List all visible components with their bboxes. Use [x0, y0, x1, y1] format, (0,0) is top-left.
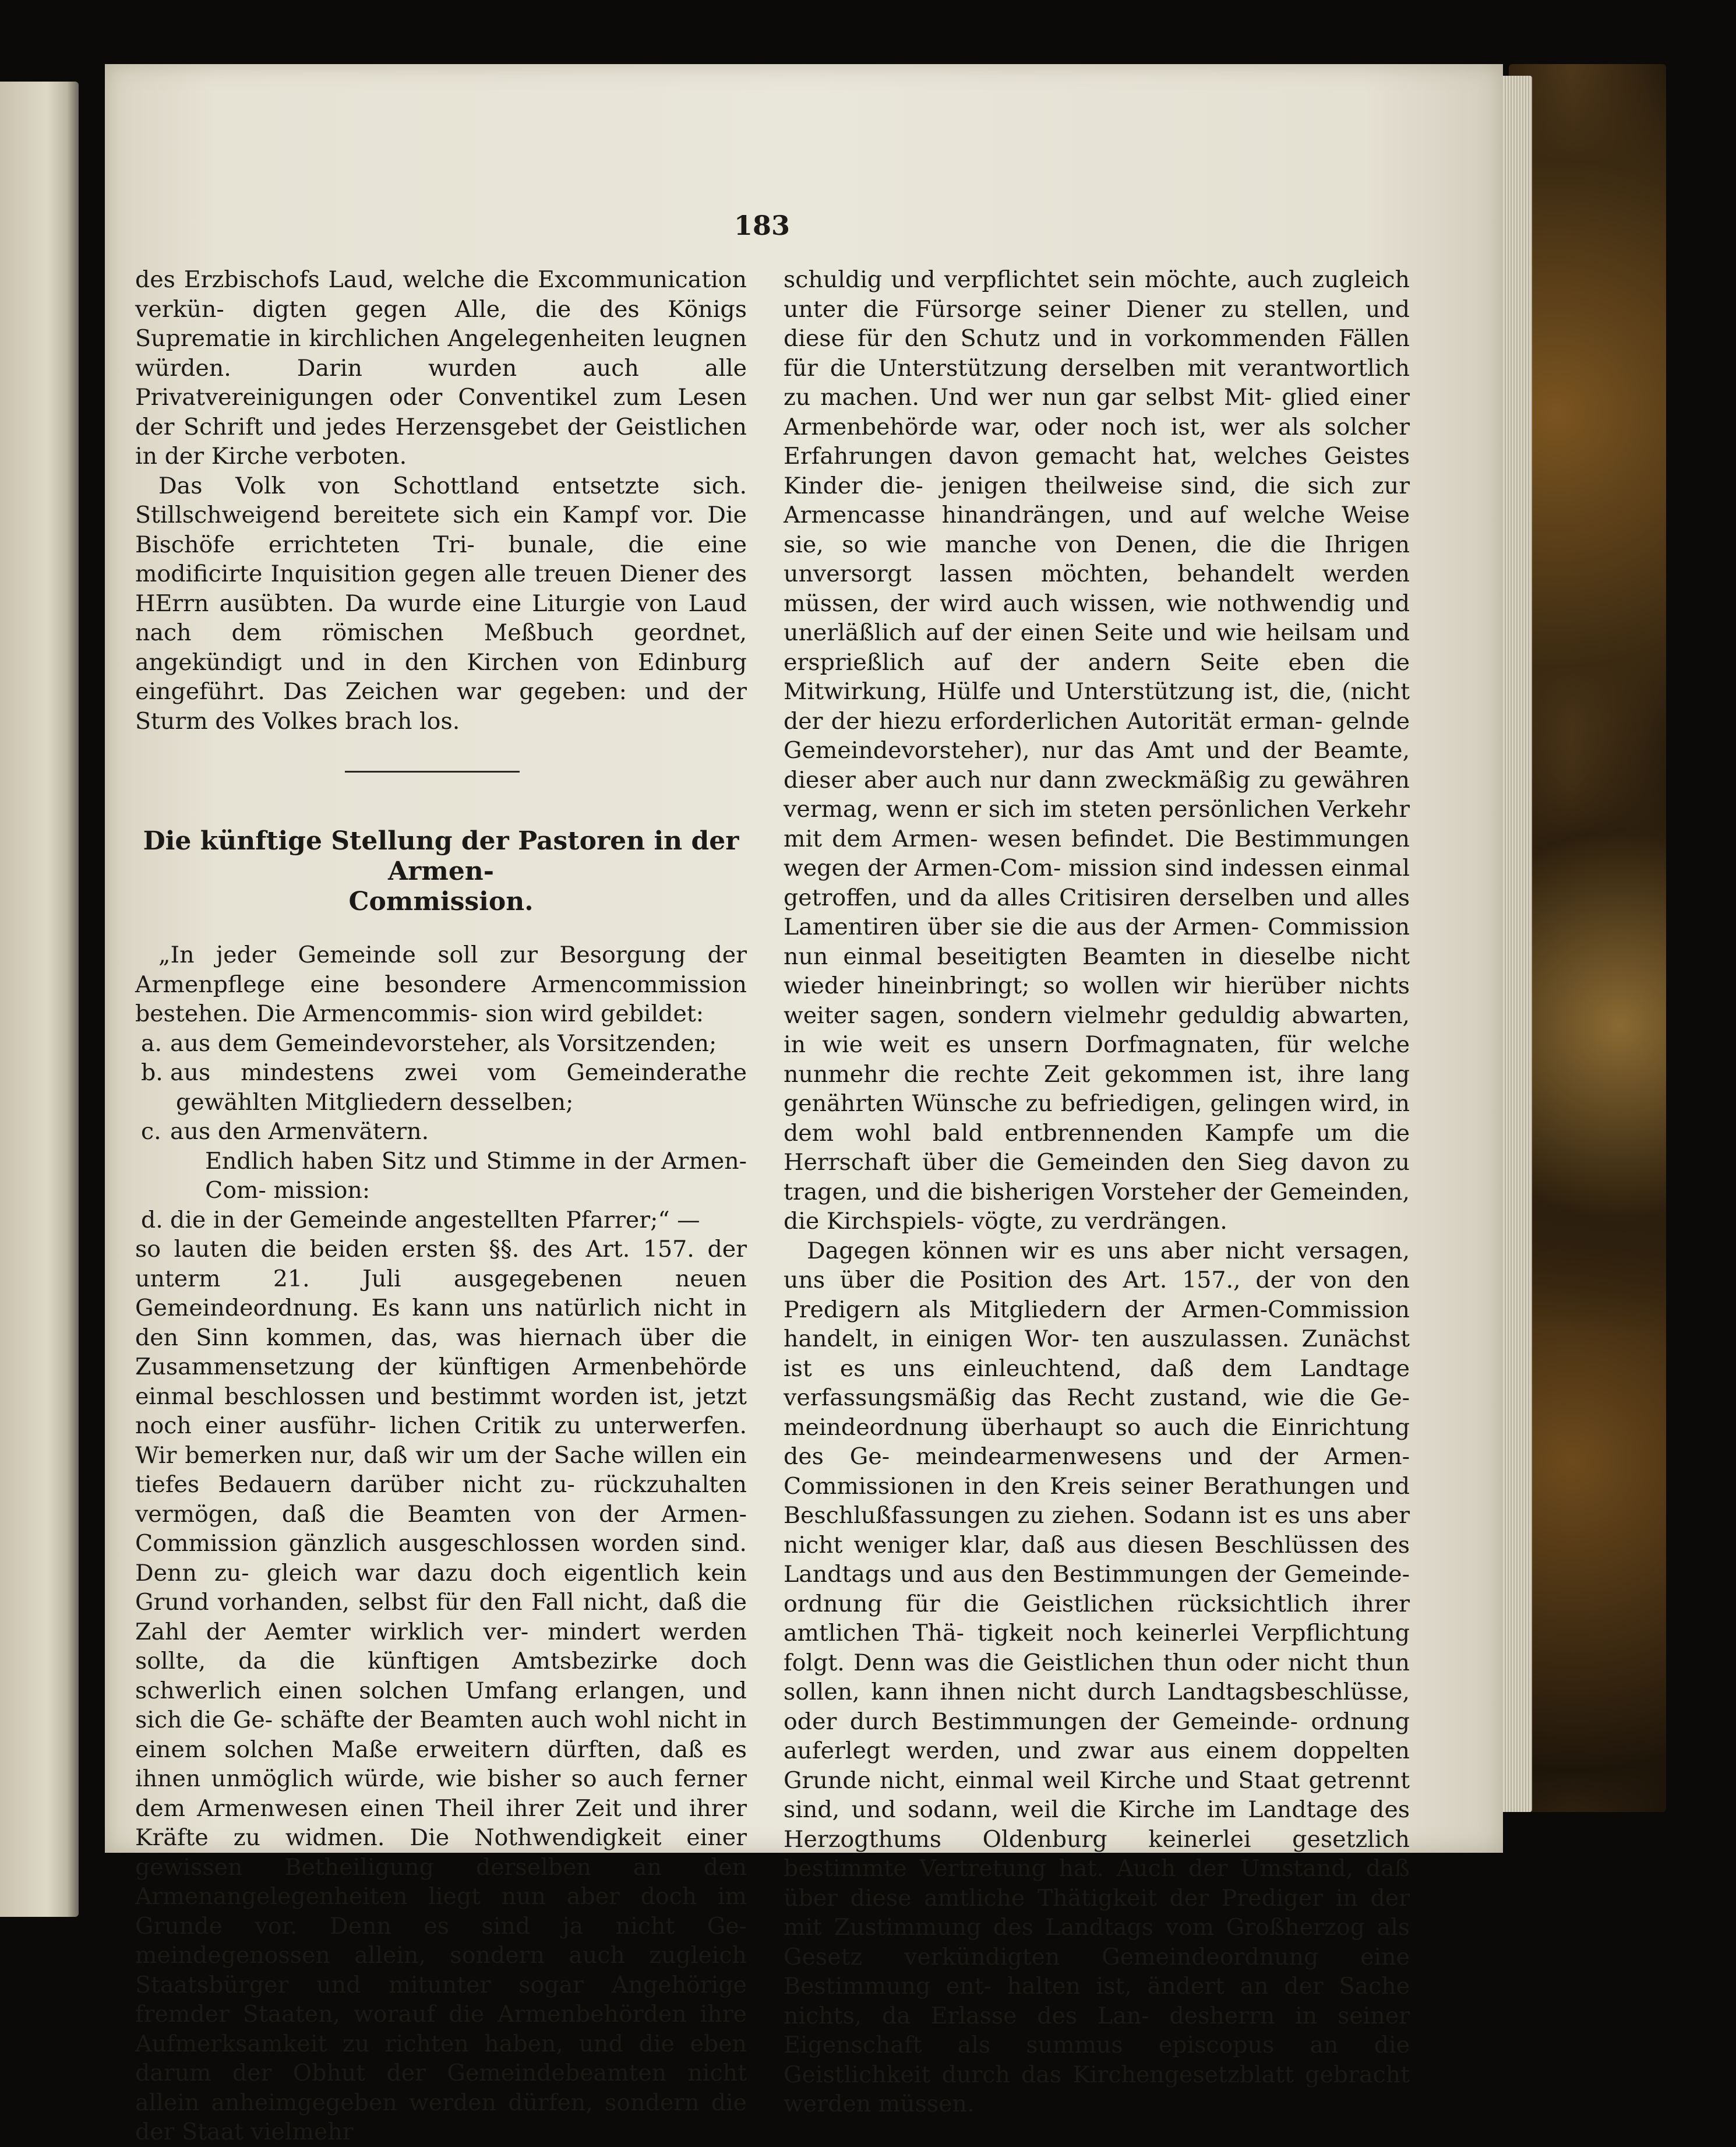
right-column — [784, 265, 1410, 2119]
text-line: gleich war dazu doch eigentlich kein Grund vorhanden, selbst — [135, 1559, 747, 1616]
text-line: Commission gänzlich ausgeschlossen worden sind. Denn zu- — [135, 1530, 747, 1587]
list-item-label: a. — [141, 1030, 163, 1057]
section-divider — [345, 771, 520, 773]
page-number: 183 — [733, 210, 791, 241]
text-line: sagen, sondern vielmehr geduldig abwarten, in wie weit es — [784, 1002, 1410, 1058]
text-line: Erfahrungen davon gemacht hat, welches Geistes Kinder die- — [784, 443, 1410, 499]
text-line: meindearmenwesens und der Armen-Commissionen in den Kreis — [784, 1443, 1410, 1500]
section-heading — [135, 826, 747, 917]
left-column — [135, 265, 747, 2147]
list-item — [135, 1029, 747, 1059]
list-item-text: aus mindestens zwei vom Gemeinderathe gewählten Mitgliedern desselben; — [170, 1059, 747, 1116]
list-item-label: c. — [141, 1118, 161, 1145]
quote-intro — [135, 940, 747, 1029]
text-line: der einen Seite und wie heilsam und ersprießlich auf der — [784, 619, 1410, 676]
text-line: rückzuhalten vermögen, daß die Beamten von der Armen- — [135, 1471, 747, 1528]
text-line: um der Sache willen ein tiefes Bedauern darüber nicht zu- — [135, 1441, 747, 1498]
text-line: glied einer Armenbehörde war, oder noch ist, wer als solcher — [784, 384, 1410, 440]
text-line: mit verantwortlich zu machen. Und wer nun gar selbst Mit- — [784, 354, 1410, 411]
list-item-text: aus dem Gemeindevorsteher, als Vorsitzenden; — [170, 1030, 717, 1057]
intro-paragraph-2 — [135, 471, 747, 736]
text-line: Oldenburg keinerlei gesetzlich bestimmte Vertretung hat. Auch — [784, 1825, 1410, 1882]
text-line: ten auszulassen. Zunächst ist es uns einleuchtend, daß dem — [784, 1325, 1410, 1382]
text-line: über die Zusammensetzung der künftigen Armenbehörde einmal — [135, 1324, 747, 1410]
text-line: so lauten die beiden ersten §§. des Art. 157. der unterm — [135, 1236, 747, 1292]
list-item-text: aus den Armenvätern. — [170, 1118, 429, 1145]
text-line: und in den Kirchen von Edinburg eingeführt. Das Zeichen — [135, 648, 747, 705]
text-line: ordnung für die Geistlichen rücksichtlich ihrer amtlichen Thä- — [784, 1590, 1410, 1647]
text-line: Das Volk von Schottland entsetzte sich. Stillschweigend — [135, 472, 747, 528]
text-line: Landtage verfassungsmäßig das Recht zustand, wie die Ge- — [784, 1355, 1410, 1411]
list-item — [135, 1058, 747, 1117]
text-line: jenigen theilweise sind, die sich zur Armencasse hinandrängen, — [784, 472, 1410, 528]
text-line: Geistlichkeit durch das Kirchengesetzblatt gebracht werden müssen. — [784, 2061, 1410, 2117]
text-line: wenn er sich im steten persönlichen Verkehr mit dem Armen- — [784, 796, 1410, 852]
list-item-label: b. — [141, 1059, 163, 1086]
text-line: der Umstand, daß über diese amtliche Thätigkeit der Prediger — [784, 1855, 1410, 1912]
text-line: wesen befindet. Die Bestimmungen wegen der Armen-Com- — [784, 825, 1410, 882]
text-line: war gegeben: und der Sturm des Volkes brach los. — [135, 678, 747, 735]
text-line: für den Fall nicht, daß die Zahl der Aemter wirklich ver- — [135, 1589, 747, 1645]
text-line: meindeordnung überhaupt so auch die Einrichtung des Ge- — [784, 1413, 1410, 1470]
endlich-line: Endlich haben Sitz und Stimme in der Armen-Com- mission: — [205, 1147, 747, 1204]
heading-line: Commission. — [348, 887, 534, 916]
text-line: tigkeit noch keinerlei Verpflichtung folgt. Denn was die — [784, 1620, 1410, 1676]
heading-line: Die künftige Stellung der Pastoren in der Armen- — [143, 826, 739, 886]
list-item — [135, 1117, 747, 1147]
body-paragraph — [784, 265, 1410, 1236]
text-line: seiner Berathungen und Beschlußfassungen zu ziehen. Sodann — [784, 1472, 1410, 1529]
text-line: halten ist, ändert an der Sache nichts, da Erlasse des Lan- — [784, 1973, 1410, 2029]
text-line: beschlossen und bestimmt worden ist, jetzt noch einer ausführ- — [135, 1383, 747, 1439]
text-line: eine besondere Armencommission bestehen. Die Armencommis- — [135, 971, 747, 1027]
text-line: und die bisherigen Vorsteher der Gemeinden, die Kirchspiels- — [784, 1178, 1410, 1235]
list-item-label: d. — [141, 1206, 163, 1233]
text-line: bereitete sich ein Kampf vor. Die Bischöfe errichteten Tri- — [135, 502, 747, 558]
text-line: über die Position des Art. 157., der von den Predigern als — [784, 1267, 1410, 1323]
text-line: bunale, die eine modificirte Inquisition gegen alle treuen — [135, 531, 747, 587]
text-line: gelnde Gemeindevorsteher), nur das Amt und der Beamte, — [784, 707, 1410, 764]
text-line: „In jeder Gemeinde soll zur Besorgung der Armenpflege — [135, 942, 747, 998]
text-line: Landtagsbeschlüsse, oder durch Bestimmungen der Gemeinde- — [784, 1679, 1410, 1735]
text-line: Fürsorge seiner Diener zu stellen, und diese für den Schutz — [784, 295, 1410, 352]
text-line: Privatvereinigungen oder Conventikel zum Lesen der Schrift — [135, 384, 747, 440]
text-line: ist es uns aber nicht weniger klar, daß aus diesen Beschlüssen — [784, 1502, 1410, 1559]
text-line: desherrn in seiner Eigenschaft als summus episcopus an die — [784, 2002, 1410, 2058]
text-line: und auf welche Weise sie, so wie manche von Denen, die die — [784, 502, 1410, 558]
text-line: des Erzbischofs Laud, welche die Excommunication verkün- — [135, 266, 747, 323]
book-cover — [1509, 64, 1666, 1812]
text-line: Betheiligung derselben an den Armenangelegenheiten liegt — [135, 1853, 747, 1910]
list-item — [135, 1205, 747, 1235]
text-line: anheimgegeben werden dürfen, sondern die der Staat vielmehr — [135, 2089, 747, 2145]
text-line: wieder hineinbringt; so wollen wir hierüber nichts weiter — [784, 972, 1410, 1029]
text-line: lichen Critik zu unterwerfen. Wir bemerken nur, daß wir — [135, 1412, 747, 1469]
text-line: sion wird gebildet: — [485, 1000, 704, 1027]
text-line: die Herrschaft über die Gemeinden den Sieg davon zu tragen, — [784, 1119, 1410, 1205]
text-line: vögte, zu verdrängen. — [971, 1208, 1227, 1235]
text-line: gelingen wird, in dem wohl bald entbrennenden Kampfe um — [784, 1090, 1410, 1147]
text-line: andern Seite eben die Mitwirkung, Hülfe und Unterstützung — [784, 648, 1410, 705]
body-paragraph-2 — [784, 1236, 1410, 2119]
text-line: in der mit Zustimmung des Landtags vom Großherzog als — [784, 1884, 1410, 1941]
text-line: Geistlichen thun oder nicht thun sollen, kann ihnen nicht durch — [784, 1649, 1410, 1705]
text-line: schuldig und verpflichtet sein möchte, auch zugleich unter die — [784, 266, 1410, 323]
text-line: und jedes Herzensgebet der Geistlichen in der Kirche verboten. — [135, 413, 747, 470]
text-line: ordnung auferlegt werden, und zwar aus einem doppelten — [784, 1708, 1410, 1764]
text-line: uns natürlich nicht in den Sinn kommen, das, was hiernach — [135, 1295, 747, 1351]
text-line: 21. Juli ausgegebenen neuen Gemeindeordnung. Es kann — [135, 1265, 747, 1321]
text-line: Commission nun einmal beseitigten Beamten in dieselbe nicht — [784, 914, 1410, 970]
text-line: schwerlich einen solchen Umfang erlangen, und sich die Ge- — [135, 1677, 747, 1733]
text-line: Angelegenheiten leugnen würden. Darin wurden auch alle — [135, 325, 747, 382]
text-line: Diener des HErrn ausübten. Da wurde eine Liturgie von — [135, 560, 747, 617]
text-line: Dagegen können wir es uns aber nicht versagen, uns — [784, 1237, 1410, 1293]
text-line: und in vorkommenden Fällen für die Unterstützung derselben — [784, 325, 1410, 382]
text-line: des Landtags und aus den Bestimmungen der Gemeinde- — [784, 1531, 1410, 1588]
text-line: Grunde nicht, einmal weil Kirche und Staat getrennt sind, — [784, 1767, 1410, 1823]
text-line: Ihrigen unversorgt lassen möchten, behandelt werden müssen, — [784, 531, 1410, 617]
text-line: mission sind indessen einmal getroffen, und da alles Critisiren — [784, 855, 1410, 911]
text-line: digten gegen Alle, die des Königs Suprematie in kirchlichen — [135, 295, 747, 352]
text-line: eben darum der Obhut der Gemeindebeamten nicht allein — [135, 2030, 747, 2116]
text-line: unsern Dorfmagnaten, für welche nunmehr die rechte Zeit — [784, 1031, 1410, 1088]
text-line: meindegenossen allein, sondern auch zugleich Staatsbürger — [135, 1942, 747, 1998]
text-line: dieser aber auch nur dann zweckmäßig zu gewähren vermag, — [784, 766, 1410, 823]
text-line: erweitern dürften, daß es ihnen unmöglich würde, wie bisher — [135, 1736, 747, 1792]
text-line: der wird auch wissen, wie nothwendig und unerläßlich auf — [784, 590, 1410, 646]
text-line: Mitgliedern der Armen-Commission handelt, in einigen Wor- — [784, 1296, 1410, 1352]
text-line: derselben und alles Lamentiren über sie die aus der Armen- — [784, 884, 1410, 940]
text-line: schäfte der Beamten auch wohl nicht in einem solchen Maße — [135, 1707, 747, 1763]
list-item-text: die in der Gemeinde angestellten Pfarrer;“ — — [170, 1206, 700, 1233]
facing-page-edge — [0, 82, 79, 1917]
text-line: Armenbehörden ihre Aufmerksamkeit zu richten haben, und die — [135, 2001, 747, 2057]
body-paragraph — [135, 1235, 747, 2147]
text-line: und mitunter sogar Angehörige fremder Staaten, worauf die — [135, 1971, 747, 2028]
text-line: mindert werden sollte, da die künftigen Amtsbezirke doch — [135, 1618, 747, 1674]
intro-paragraph — [135, 265, 747, 471]
text-line: ist, die, (nicht der der hiezu erforderlichen Autorität erman- — [784, 678, 1410, 735]
text-line: nun aber doch im Grunde vor. Denn es sind ja nicht Ge- — [135, 1883, 747, 1940]
text-line: Laud nach dem römischen Meßbuch geordnet, angekündigt — [135, 590, 747, 676]
text-line: gekommen ist, ihre lang genährten Wünsche zu befriedigen, — [784, 1060, 1410, 1117]
text-line: Gesetz verkündigten Gemeindeordnung eine Bestimmung ent- — [784, 1943, 1410, 2000]
text-line: und sodann, weil die Kirche im Landtage des Herzogthums — [784, 1796, 1410, 1853]
text-line: ihrer Kräfte zu widmen. Die Nothwendigkeit einer gewissen — [135, 1795, 747, 1881]
text-line: so auch ferner dem Armenwesen einen Theil ihrer Zeit und — [135, 1765, 747, 1822]
